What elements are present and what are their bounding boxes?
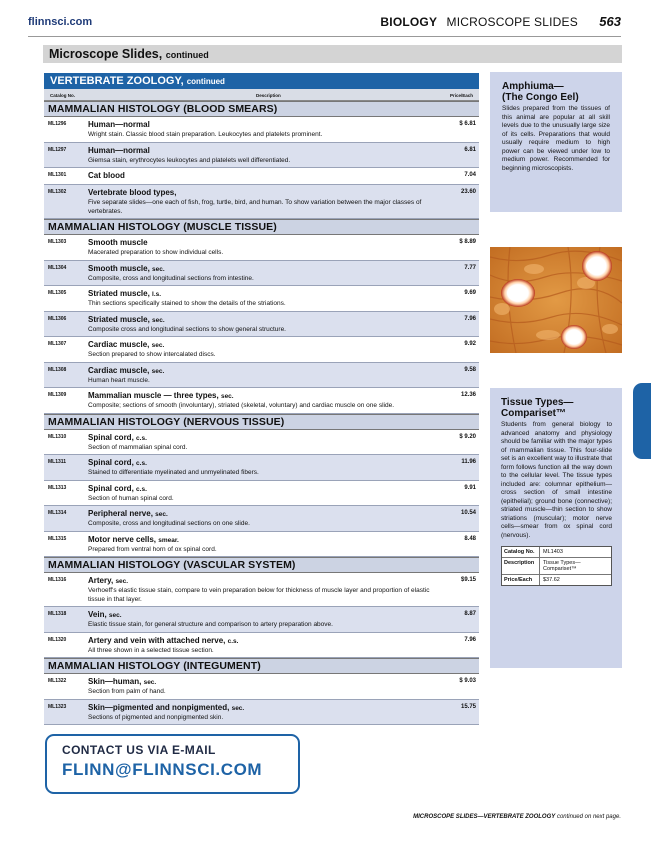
item-price: 15.75 [460, 703, 476, 710]
table-row [44, 455, 479, 481]
item-description-cell [88, 314, 436, 335]
item-name [88, 314, 436, 326]
blue-edge-tab[interactable] [633, 383, 651, 459]
item-abbreviation: sec. [151, 367, 165, 375]
sidebar-amphiuma [490, 72, 622, 212]
item-price: 9.58 [464, 366, 476, 373]
table-row [44, 235, 479, 261]
item-description: Elastic tissue stain, for general structure and comparison to artery preparation above. [88, 621, 333, 628]
catalog-number: ML1296 [48, 121, 67, 127]
continuation-note-rest: continued on next page. [556, 814, 621, 820]
item-description: Macerated preparation to show individual cells. [88, 249, 224, 256]
item-abbreviation: c.s. [136, 460, 147, 467]
item-description: Human heart muscle. [88, 376, 150, 384]
item-description: Sections of pigmented and nonpigmented skin. [88, 713, 224, 721]
section-continued: continued [165, 50, 209, 60]
group-header: MAMMALIAN HISTOLOGY (NERVOUS TISSUE) [44, 414, 479, 430]
tissue-catalog-row [502, 547, 611, 558]
item-price: 9.91 [464, 484, 476, 491]
item-name [88, 365, 436, 377]
header-divider [28, 36, 621, 37]
item-price: 23.60 [460, 189, 476, 195]
item-price: 9.92 [464, 341, 476, 347]
item-name [88, 145, 436, 157]
item-price: 9.69 [464, 290, 476, 296]
table-row [44, 633, 479, 659]
item-description: Wright stain. Classic blood stain preparation. Leukocytes and platelets prominent. [88, 131, 323, 138]
section-title: Microscope Slides, [49, 47, 163, 61]
item-name-text: Striated muscle, [88, 289, 150, 298]
catalog-number: ML1314 [48, 510, 67, 516]
tissue-text: Students from general biology to advanced anatomy and physiology should be familiar with the major types of mammalian tissue. This four-slide set is an excellent way to illustrate that form follows function all the way down to the cellular level. The tissue types included are: columnar epithelium—cross section of small intestine (epithelial); ground bone (connective); striated muscle—thin section to show striations (muscular); motor nerve cells—smear from ox spinal cord (nervous). [501, 421, 612, 539]
item-description-cell [88, 170, 436, 182]
item-description-cell [88, 119, 436, 140]
amphiuma-title-1: Amphiuma— [502, 81, 564, 92]
column-header-catalog: Catalog No. [50, 93, 76, 98]
group-header: MAMMALIAN HISTOLOGY (VASCULAR SYSTEM) [44, 557, 479, 573]
tissue-description-label: Description [502, 558, 540, 574]
item-name [88, 237, 436, 249]
catalog-number: ML1304 [48, 264, 67, 271]
table-row [44, 532, 479, 558]
item-description-cell [88, 635, 436, 656]
item-name [88, 483, 436, 495]
catalog-number: ML1302 [48, 189, 67, 195]
table-title: VERTEBRATE ZOOLOGY, [50, 75, 184, 87]
item-name-text: Spinal cord, [88, 432, 134, 442]
table-row [44, 506, 479, 532]
catalog-number: ML1306 [48, 315, 67, 322]
contact-heading: CONTACT US VIA E-MAIL [62, 743, 216, 757]
item-name-text: Human—normal [88, 145, 150, 155]
item-price: 7.96 [464, 315, 476, 322]
catalog-number: ML1311 [48, 459, 67, 465]
contact-box [45, 734, 300, 794]
catalog-number: ML1320 [48, 636, 67, 643]
tissue-price-label: Price/Each [502, 575, 540, 585]
item-price: 7.96 [464, 636, 476, 643]
item-description: Prepared from ventral horn of ox spinal cord. [88, 545, 217, 553]
item-description-cell [88, 457, 436, 478]
item-name-text: Vertebrate blood types, [88, 188, 177, 197]
item-name-text: Striated muscle, [88, 314, 150, 324]
item-abbreviation: sec. [152, 265, 165, 273]
continuation-note [413, 814, 621, 820]
item-name [88, 534, 436, 546]
item-name [88, 575, 436, 587]
item-name [88, 508, 436, 520]
item-name-text: Smooth muscle, [88, 263, 150, 273]
section-name: BIOLOGY [380, 15, 438, 29]
table-row [44, 337, 479, 363]
item-name-text: Cat blood [88, 171, 125, 180]
item-description: Composite, cross and longitudinal sections from intestine. [88, 274, 254, 282]
item-description-cell [88, 534, 436, 555]
item-description-cell [88, 288, 436, 309]
item-name [88, 288, 436, 300]
table-row [44, 363, 479, 389]
item-description-cell [88, 575, 436, 604]
item-name [88, 457, 436, 469]
item-name [88, 432, 436, 444]
catalog-number: ML1310 [48, 433, 67, 440]
item-description-cell [88, 237, 436, 258]
table-row [44, 117, 479, 143]
item-description: Stained to differentiate myelinated and unmyelinated fibers. [88, 469, 259, 476]
item-price: 12.36 [460, 392, 476, 398]
item-abbreviation: sec. [220, 393, 234, 400]
tissue-catalog-value: ML1403 [543, 549, 563, 555]
catalog-number: ML1308 [48, 366, 67, 373]
item-description: Giemsa stain, erythrocytes leukocytes and platelets well differentiated. [88, 156, 291, 164]
item-price: 10.54 [460, 510, 476, 516]
item-name-text: Skin—human, [88, 677, 142, 686]
item-name-text: Mammalian muscle — three types, [88, 391, 219, 400]
item-abbreviation: c.s. [136, 485, 147, 493]
item-name [88, 263, 436, 275]
item-description: Five separate slides—one each of fish, frog, turtle, bird, and human. To show variation between the major classes of vertebrates. [88, 199, 422, 215]
item-name-text: Vein, [88, 610, 107, 619]
table-row [44, 573, 479, 607]
item-name [88, 635, 436, 647]
item-price: $9.15 [460, 577, 476, 583]
item-name-text: Cardiac muscle, [88, 340, 150, 349]
item-name [88, 676, 436, 688]
item-abbreviation: sec. [151, 342, 165, 349]
item-description-cell [88, 676, 436, 697]
group-header: MAMMALIAN HISTOLOGY (BLOOD SMEARS) [44, 101, 479, 117]
item-price: 8.87 [464, 611, 476, 617]
table-row [44, 674, 479, 700]
item-description-cell [88, 187, 436, 216]
subsection-name: MICROSCOPE SLIDES [446, 15, 578, 29]
item-abbreviation: sec. [231, 704, 245, 712]
column-header-row [44, 89, 479, 101]
table-row [44, 700, 479, 726]
table-row [44, 261, 479, 287]
item-abbreviation: smear. [158, 536, 179, 544]
item-price: $ 6.81 [459, 121, 476, 127]
table-row [44, 286, 479, 312]
item-name-text: Artery and vein with attached nerve, [88, 635, 226, 645]
item-name-text: Smooth muscle [88, 238, 148, 247]
item-name-text: Motor nerve cells, [88, 534, 157, 544]
item-name [88, 339, 436, 351]
table-title-bar [44, 73, 479, 89]
amphiuma-text: Slides prepared from the tissues of this animal are popular at all skill levels due to the unusually large size of its cells. Preparations that would usually require medium to high power can be viewed under low to medium power. Recommended for beginning microscopists. [502, 105, 610, 172]
tissue-catalog-box [501, 546, 612, 586]
item-price: 8.48 [464, 535, 476, 542]
catalog-number: ML1307 [48, 341, 67, 347]
item-abbreviation: sec. [155, 511, 168, 518]
item-abbreviation: l.s. [152, 291, 162, 298]
item-name [88, 170, 436, 182]
item-description-cell [88, 609, 436, 630]
section-title-bar [43, 45, 622, 63]
item-name-text: Peripheral nerve, [88, 509, 153, 518]
tissue-description-row [502, 558, 611, 575]
item-description-cell [88, 365, 436, 386]
item-abbreviation: c.s. [227, 637, 239, 645]
catalog-number: ML1315 [48, 535, 67, 542]
continuation-note-bold: MICROSCOPE SLIDES—VERTEBRATE ZOOLOGY [413, 814, 556, 820]
tissue-price-row [502, 575, 611, 585]
catalog-number: ML1313 [48, 484, 67, 491]
sidebar-tissue-types [490, 388, 622, 668]
item-description-cell [88, 702, 436, 723]
item-abbreviation: sec. [143, 679, 157, 686]
amphiuma-title-2: (The Congo Eel) [502, 92, 579, 103]
item-name-text: Artery, [88, 576, 114, 585]
contact-email-link[interactable]: FLINN@FLINNSCI.COM [62, 760, 263, 779]
column-header-price: Price/Each [449, 93, 473, 98]
item-name-text: Spinal cord, [88, 458, 134, 467]
item-name [88, 187, 436, 199]
item-price: $ 9.03 [459, 678, 476, 684]
micrograph-image-icon [490, 247, 622, 353]
item-description-cell [88, 390, 436, 411]
item-price: 7.77 [464, 264, 476, 271]
item-description-cell [88, 145, 436, 166]
table-row [44, 185, 479, 219]
item-name-text: Spinal cord, [88, 483, 134, 493]
column-header-description: Description [256, 93, 281, 98]
catalog-number: ML1301 [48, 172, 67, 178]
table-row [44, 481, 479, 507]
item-description: Composite cross and longitudinal sections to show general structure. [88, 325, 286, 333]
catalog-number: ML1318 [48, 611, 67, 617]
group-header: MAMMALIAN HISTOLOGY (MUSCLE TISSUE) [44, 219, 479, 235]
item-name [88, 390, 436, 402]
catalog-number: ML1297 [48, 146, 67, 153]
tissue-price-value: $37.62 [543, 577, 560, 583]
product-table [44, 73, 479, 725]
tissue-title-1: Tissue Types— [501, 397, 574, 408]
item-description: All three shown in a selected tissue section. [88, 646, 214, 654]
item-description: Composite, cross and longitudinal sections on one slide. [88, 520, 250, 527]
tissue-description-value: Tissue Types—Compariset™ [543, 560, 581, 572]
item-price: 11.96 [461, 459, 476, 465]
table-row [44, 143, 479, 169]
item-description-cell [88, 483, 436, 504]
item-description: Section from palm of hand. [88, 688, 166, 695]
item-abbreviation: sec. [152, 316, 165, 324]
micrograph-image [490, 247, 622, 353]
item-name [88, 609, 436, 621]
item-description-cell [88, 432, 436, 453]
catalog-number: ML1323 [48, 703, 67, 710]
item-price: $ 9.20 [459, 433, 476, 440]
item-description: Composite; sections of smooth (involuntary), striated (skeletal, voluntary) and cardiac muscle on one slide. [88, 402, 395, 409]
catalog-number: ML1303 [48, 239, 67, 245]
catalog-number: ML1309 [48, 392, 67, 398]
table-continued: continued [186, 77, 225, 86]
item-name [88, 119, 436, 131]
item-description: Verhoeff's elastic tissue stain, compare to vein preparation below for thickness of muscle layer and proportion of elastic tissue in that layer. [88, 587, 430, 603]
item-price: $ 8.89 [459, 239, 476, 245]
item-description: Section of mammalian spinal cord. [88, 443, 188, 451]
tissue-catalog-label: Catalog No. [502, 547, 540, 557]
item-description: Section of human spinal cord. [88, 494, 174, 502]
site-url[interactable]: flinnsci.com [28, 16, 93, 28]
table-row [44, 168, 479, 185]
item-abbreviation: sec. [115, 578, 129, 585]
item-description: Section prepared to show intercalated discs. [88, 351, 216, 358]
table-row [44, 430, 479, 456]
item-name [88, 702, 436, 714]
catalog-number: ML1316 [48, 577, 67, 583]
item-description-cell [88, 339, 436, 360]
tissue-title-2: Compariset™ [501, 408, 567, 419]
item-name-text: Skin—pigmented and nonpigmented, [88, 702, 230, 712]
catalog-number: ML1322 [48, 678, 67, 684]
item-description-cell [88, 263, 436, 284]
item-price: 6.81 [464, 146, 476, 153]
item-abbreviation: sec. [108, 612, 122, 619]
page-number: 563 [599, 14, 621, 29]
running-header [380, 14, 621, 29]
catalog-number: ML1305 [48, 290, 67, 296]
item-abbreviation: c.s. [136, 434, 147, 442]
item-name-text: Human—normal [88, 120, 150, 129]
item-description: Thin sections specifically stained to show the details of the striations. [88, 300, 286, 307]
group-header: MAMMALIAN HISTOLOGY (INTEGUMENT) [44, 658, 479, 674]
table-row [44, 312, 479, 338]
table-body [44, 101, 479, 725]
item-price: 7.04 [464, 172, 476, 178]
table-row [44, 607, 479, 633]
table-row [44, 388, 479, 414]
item-name-text: Cardiac muscle, [88, 365, 150, 375]
item-description-cell [88, 508, 436, 529]
